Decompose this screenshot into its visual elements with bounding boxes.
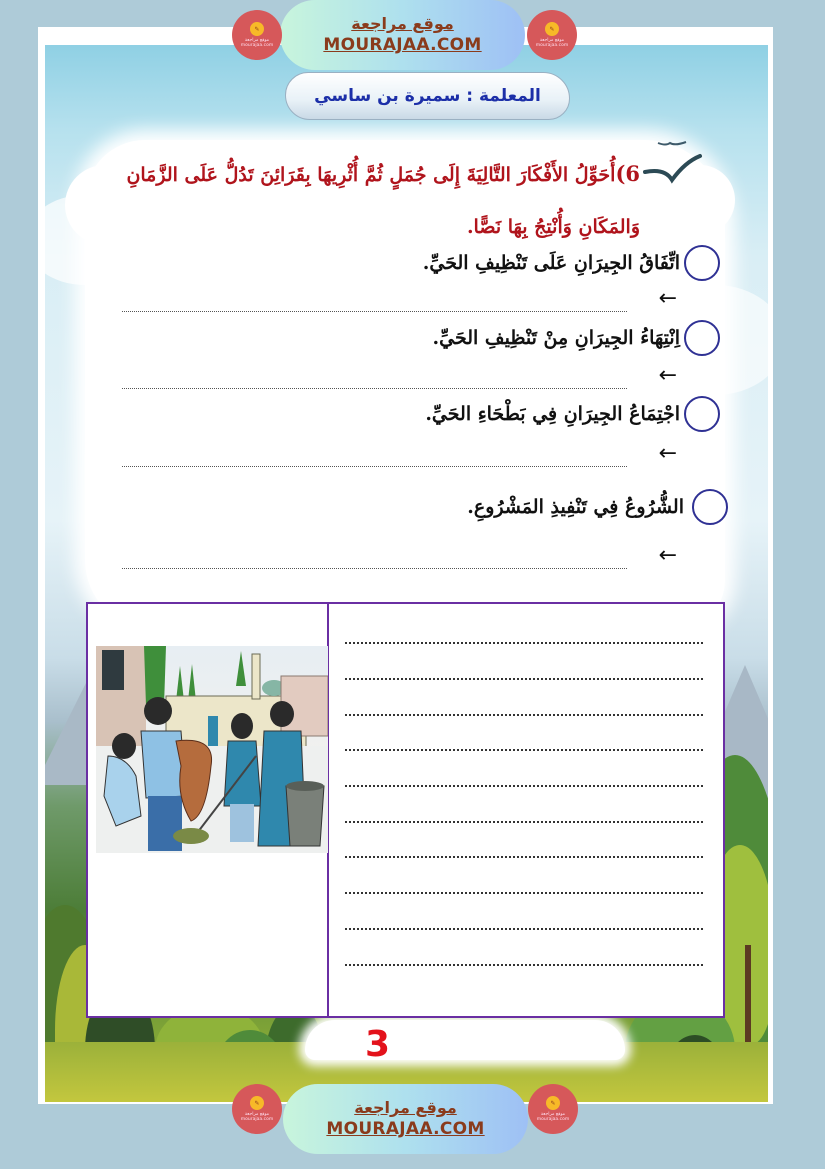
exercise-instruction [110,148,640,253]
brand-badge-right [527,10,577,60]
left-arrow-icon: ← [658,543,677,568]
brand-arabic-text: موقع مراجعة [354,1098,457,1117]
brand-badge-left [232,10,282,60]
answer-field[interactable] [122,286,677,314]
teacher-name-cloud [285,72,570,120]
footer-brand[interactable] [283,1084,528,1154]
badge-caption: موقع مراجعة mourajaa.com [536,1112,570,1122]
brand-badge-right [528,1084,578,1134]
badge-caption: موقع مراجعة mourajaa.com [240,38,274,48]
header-brand[interactable] [280,0,525,70]
writing-line[interactable] [345,856,703,858]
exercise-number: 6) [615,161,640,186]
writing-line[interactable] [345,964,703,966]
brand-pill[interactable] [280,0,525,70]
badge-caption: موقع مراجعة mourajaa.com [240,1112,274,1122]
page-number-backdrop [305,1020,625,1060]
left-arrow-icon: ← [658,286,677,311]
left-arrow-icon: ← [658,363,677,388]
writing-line[interactable] [345,928,703,930]
answer-field[interactable] [122,543,677,571]
item-bullet-circle [684,320,720,356]
left-arrow-icon: ← [658,441,677,466]
writing-line[interactable] [345,749,703,751]
item-bullet-circle [684,396,720,432]
neighbors-cleaning-illustration [96,646,328,853]
answer-dotted-line[interactable] [122,568,627,569]
illustration-cell [88,604,329,1016]
writing-line[interactable] [345,678,703,680]
exercise-item [425,396,720,432]
brand-badge-left [232,1084,282,1134]
text-writing-box [86,602,725,1018]
item-bullet-circle [692,489,728,525]
answer-field[interactable] [122,441,677,469]
writing-line[interactable] [345,892,703,894]
exercise-item [467,489,728,525]
writing-line[interactable] [345,785,703,787]
item-text: اتِّفَاقُ الجِيرَانِ عَلَى تَنْظِيفِ الحَيِّ. [422,252,680,274]
brand-arabic-text: موقع مراجعة [351,14,454,33]
answer-dotted-line[interactable] [122,466,627,467]
exercise-item [423,245,720,281]
teacher-name: المعلمة : سميرة بن ساسي [314,86,541,106]
writing-lines-area [329,604,723,1016]
page-number: 3 [365,1024,391,1065]
item-bullet-circle [684,245,720,281]
book-logo-icon: ✎ [250,22,264,36]
brand-latin-link[interactable]: MOURAJAA.COM [323,35,482,55]
bird-icon [640,140,760,190]
book-logo-icon: ✎ [250,1096,264,1110]
writing-line[interactable] [345,714,703,716]
book-logo-icon: ✎ [545,22,559,36]
item-text: اجْتِمَاعُ الجِيرَانِ فِي بَطْحَاءِ الحَيِّ. [425,403,680,425]
writing-line[interactable] [345,821,703,823]
cleaning-scene-icon [96,646,328,853]
instruction-text: أُحَوِّلُ الأَفْكَارَ التَّالِيَةَ إِلَى جُمَلٍ ثُمَّ أُثْرِيهَا بِقَرَائِنَ تَدُلُّ عَلَى الزَّمَانِ وَالمَكَانِ وَأُنْتِجُ بِهَا نَصًّا. [126,164,640,238]
book-logo-icon: ✎ [546,1096,560,1110]
writing-line[interactable] [345,642,703,644]
exercise-item [433,320,720,356]
answer-dotted-line[interactable] [122,311,627,312]
badge-caption: موقع مراجعة mourajaa.com [535,38,569,48]
answer-dotted-line[interactable] [122,388,627,389]
item-text: الشُّرُوعُ فِي تَنْفِيذِ المَشْرُوعِ. [467,496,684,518]
brand-pill[interactable] [283,1084,528,1154]
brand-latin-link[interactable]: MOURAJAA.COM [326,1119,485,1139]
item-text: اِنْتِهَاءُ الجِيرَانِ مِنْ تَنْظِيفِ الحَيِّ. [432,327,680,349]
answer-field[interactable] [122,363,677,391]
